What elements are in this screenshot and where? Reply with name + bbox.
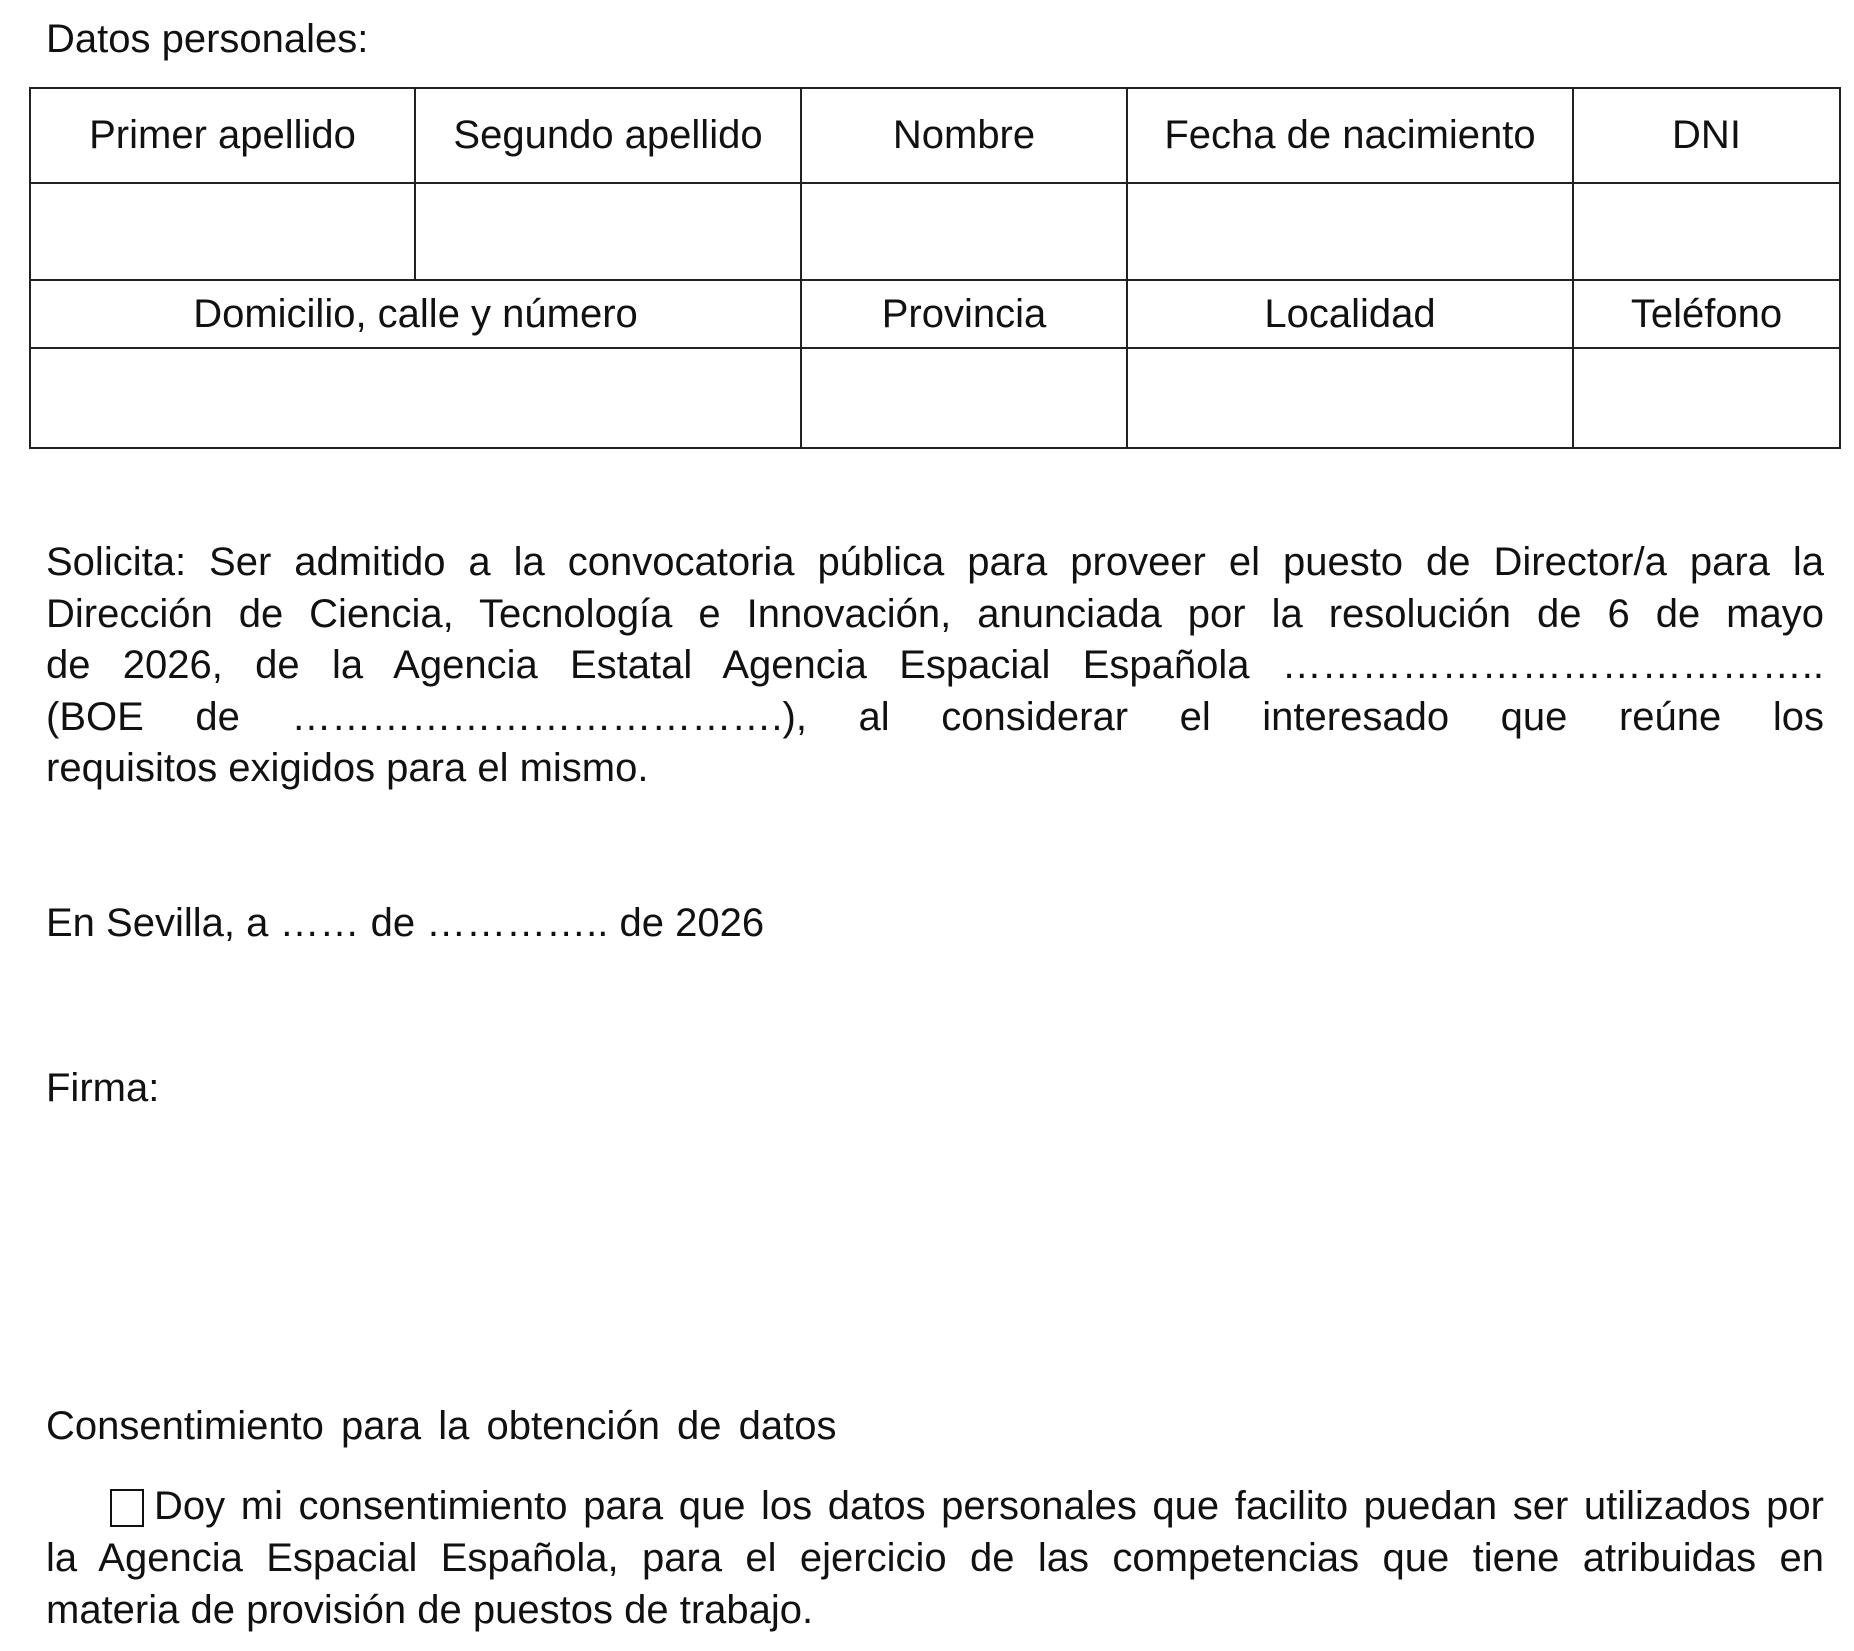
consent-line: materia de provisión de puestos de trabajo. [46, 1588, 814, 1632]
header-telefono: Teléfono [1573, 280, 1840, 348]
header-fecha-nacimiento: Fecha de nacimiento [1127, 88, 1573, 183]
consent-line-text: Doy mi consentimiento para que los datos personales que facilito puedan ser utilizados por [154, 1484, 1824, 1528]
request-paragraph [46, 537, 1824, 795]
header-primer-apellido: Primer apellido [30, 88, 415, 183]
segundo-apellido-field[interactable] [415, 183, 801, 280]
table-header-row [30, 280, 1840, 348]
consent-paragraph [46, 1480, 1824, 1636]
signature-label: Firma: [46, 1066, 160, 1110]
request-line: requisitos exigidos para el mismo. [46, 746, 649, 790]
date-line: En Sevilla, a …… de ………….. de 2026 [46, 901, 765, 945]
nombre-field[interactable] [801, 183, 1127, 280]
personal-data-table [29, 87, 1841, 449]
consent-line [46, 1480, 1824, 1532]
primer-apellido-field[interactable] [30, 183, 415, 280]
table-row [30, 183, 1840, 280]
telefono-field[interactable] [1573, 348, 1840, 448]
request-line: de 2026, de la Agencia Estatal Agencia Espacial Española ………………………………….. [46, 643, 1824, 687]
provincia-field[interactable] [801, 348, 1127, 448]
header-provincia: Provincia [801, 280, 1127, 348]
request-line: Solicita: Ser admitido a la convocatoria pública para proveer el puesto de Director/a para la [46, 540, 1824, 584]
table-header-row [30, 88, 1840, 183]
domicilio-field[interactable] [30, 348, 801, 448]
table-row [30, 348, 1840, 448]
consent-line: la Agencia Espacial Española, para el ejercicio de las competencias que tiene atribuidas en [46, 1536, 1824, 1580]
header-nombre: Nombre [801, 88, 1127, 183]
header-domicilio: Domicilio, calle y número [30, 280, 801, 348]
request-line: Dirección de Ciencia, Tecnología e Innovación, anunciada por la resolución de 6 de mayo [46, 591, 1824, 636]
header-segundo-apellido: Segundo apellido [415, 88, 801, 183]
consent-title: Consentimiento para la obtención de datos [46, 1404, 837, 1448]
request-line: (BOE de ……………………………….), al considerar el interesado que reúne los [46, 694, 1824, 739]
dni-field[interactable] [1573, 183, 1840, 280]
fecha-nacimiento-field[interactable] [1127, 183, 1573, 280]
header-dni: DNI [1573, 88, 1840, 183]
personal-data-title: Datos personales: [46, 17, 369, 61]
consent-checkbox[interactable] [110, 1489, 144, 1527]
header-localidad: Localidad [1127, 280, 1573, 348]
localidad-field[interactable] [1127, 348, 1573, 448]
